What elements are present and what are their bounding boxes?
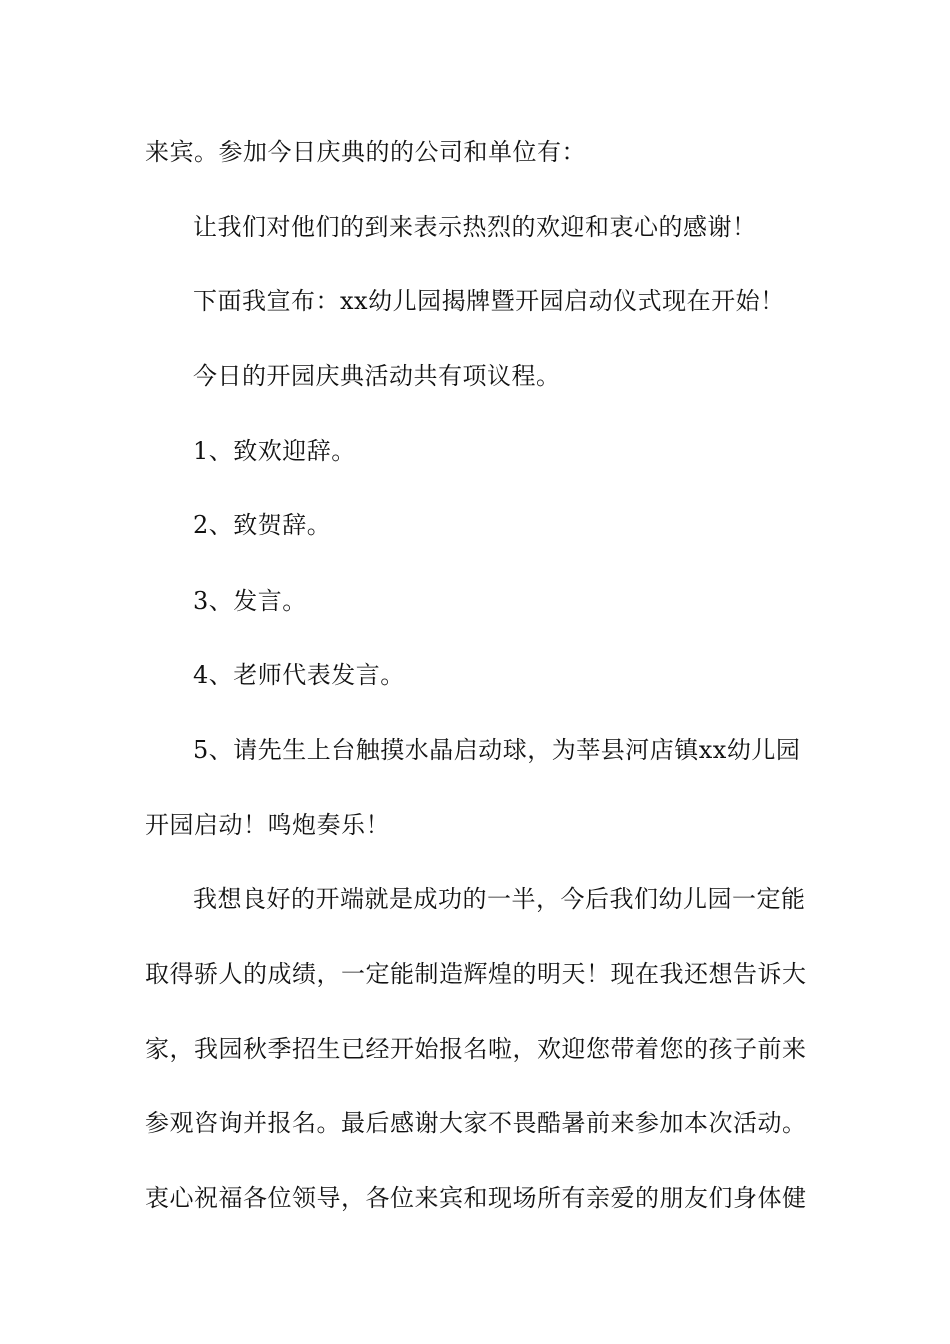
- text-line: 开园启动！鸣炮奏乐！: [145, 811, 390, 839]
- text-line: 让我们对他们的到来表示热烈的欢迎和衷心的感谢！: [193, 213, 757, 241]
- text-line: 我想良好的开端就是成功的一半，今后我们幼儿园一定能: [193, 885, 806, 913]
- list-item: 1、致欢迎辞。: [193, 437, 356, 465]
- text-line: 家，我园秋季招生已经开始报名啦，欢迎您带着您的孩子前来: [145, 1035, 807, 1063]
- list-item: 5、请先生上台触摸水晶启动球，为莘县河店镇xx幼儿园: [193, 736, 801, 764]
- text-line: 衷心祝福各位领导，各位来宾和现场所有亲爱的朋友们身体健: [145, 1184, 807, 1212]
- text-line: 下面我宣布：xx幼儿园揭牌暨开园启动仪式现在开始！: [193, 287, 785, 315]
- list-item: 3、发言。: [193, 587, 307, 615]
- text-line: 参观咨询并报名。最后感谢大家不畏酷暑前来参加本次活动。: [145, 1109, 807, 1137]
- text-line: 今日的开园庆典活动共有项议程。: [193, 362, 561, 390]
- list-item: 2、致贺辞。: [193, 511, 332, 539]
- text-line: 取得骄人的成绩，一定能制造辉煌的明天！现在我还想告诉大: [145, 960, 807, 988]
- text-line: 来宾。参加今日庆典的的公司和单位有：: [145, 138, 586, 166]
- list-item: 4、老师代表发言。: [193, 661, 405, 689]
